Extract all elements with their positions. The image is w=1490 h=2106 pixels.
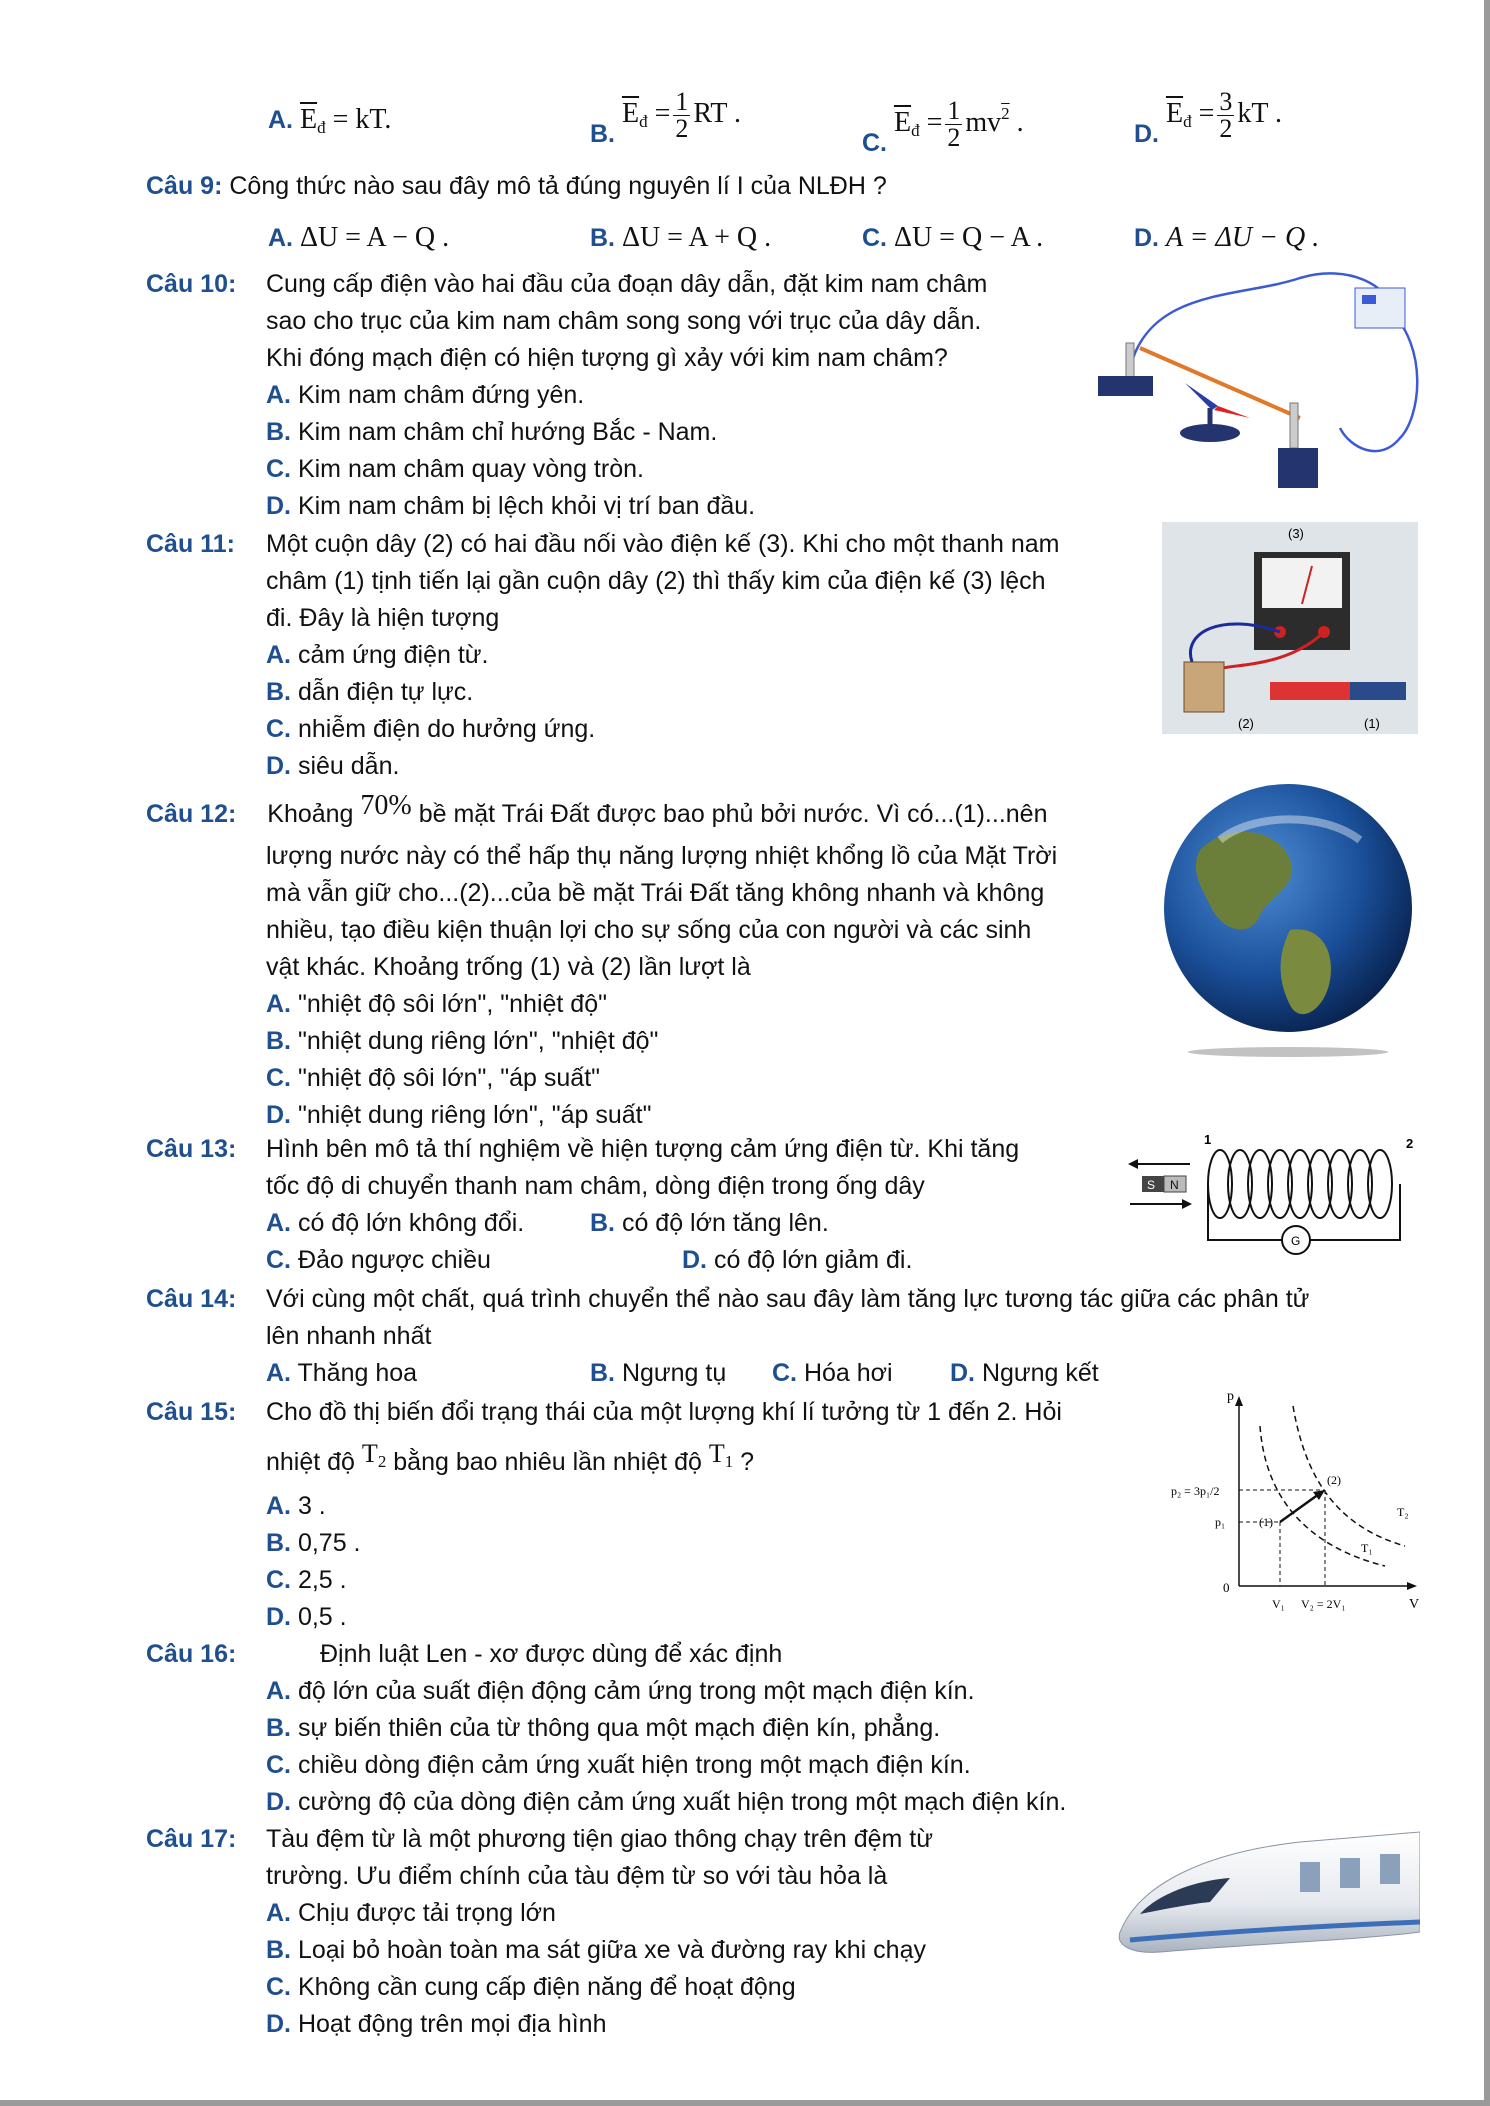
q9-option-d bbox=[1134, 222, 1319, 254]
option-text: chiều dòng điện cảm ứng xuất hiện trong một mạch điện kín. bbox=[297, 1751, 971, 1779]
v1-label: V₁ bbox=[1272, 1597, 1285, 1611]
q17-label: Câu 17: bbox=[146, 1825, 237, 1853]
option-letter: D. bbox=[266, 2010, 291, 2038]
t2-symbol bbox=[361, 1439, 387, 1471]
q12-option-a bbox=[266, 988, 607, 1020]
q13-option-c bbox=[266, 1244, 491, 1276]
q11-option-b bbox=[266, 676, 473, 708]
train-window bbox=[1340, 1858, 1360, 1888]
option-letter: A. bbox=[266, 1899, 291, 1927]
needle-south bbox=[1214, 406, 1250, 418]
option-letter: A. bbox=[266, 1492, 291, 1520]
q16-option-a bbox=[266, 1675, 975, 1707]
option-letter: C. bbox=[266, 1973, 291, 2001]
coil bbox=[1184, 662, 1224, 712]
frac-den: 2 bbox=[947, 123, 961, 153]
option-text: "nhiệt dung riêng lớn", "nhiệt độ" bbox=[297, 1027, 659, 1055]
option-letter: D. bbox=[266, 492, 291, 520]
q15-label: Câu 15: bbox=[146, 1398, 237, 1426]
option-letter: B. bbox=[266, 678, 291, 706]
q17-line: Tàu đệm từ là một phương tiện giao thông chạy trên đệm từ bbox=[266, 1825, 933, 1853]
q15-line-2 bbox=[266, 1439, 755, 1486]
q11-option-a bbox=[266, 639, 488, 671]
option-letter: B. bbox=[590, 1209, 615, 1237]
option-text: Không cần cung cấp điện năng để hoạt động bbox=[297, 1973, 796, 2001]
option-text: có độ lớn tăng lên. bbox=[621, 1209, 829, 1237]
formula-rhs: kT bbox=[1237, 98, 1268, 129]
frac-den: 2 bbox=[1219, 114, 1233, 144]
option-text: Hóa hơi bbox=[803, 1359, 893, 1387]
q11-line: châm (1) tịnh tiến lại gần cuộn dây (2) thì thấy kim của điện kế (3) lệch bbox=[266, 567, 1046, 595]
option-text: 0,5 . bbox=[297, 1603, 347, 1631]
q9-option-c bbox=[862, 222, 1043, 254]
q12-line: lượng nước này có thể hấp thụ năng lượng nhiệt khổng lồ của Mặt Trời bbox=[266, 842, 1058, 870]
state-1-label: (1) bbox=[1259, 1515, 1273, 1529]
galvanometer-label: G bbox=[1291, 1234, 1301, 1248]
t-letter: T bbox=[708, 1439, 725, 1468]
formula-rhs: RT bbox=[693, 98, 727, 129]
q9-stem bbox=[146, 170, 887, 202]
q12-option-b bbox=[266, 1025, 658, 1057]
option-letter: B. bbox=[266, 418, 291, 446]
q16-option-b bbox=[266, 1712, 940, 1744]
frac-num: 1 bbox=[675, 87, 689, 117]
q13-label: Câu 13: bbox=[146, 1135, 237, 1163]
option-text: Loại bỏ hoàn toàn ma sát giữa xe và đường ray khi chạy bbox=[297, 1936, 926, 1964]
option-letter: B. bbox=[590, 1359, 615, 1387]
option-letter: B. bbox=[266, 1714, 291, 1742]
q11-label: Câu 11: bbox=[146, 530, 235, 558]
formula-dot: . bbox=[1016, 107, 1024, 138]
option-text: Đảo ngược chiều bbox=[297, 1246, 491, 1274]
formula-b bbox=[621, 87, 741, 144]
stand-left bbox=[1126, 343, 1134, 378]
power-supply bbox=[1355, 288, 1405, 328]
energy-option-b bbox=[590, 86, 741, 150]
train-window bbox=[1380, 1854, 1400, 1884]
q10-figure-wire-compass bbox=[1090, 268, 1430, 500]
q10-line: Cung cấp điện vào hai đầu của đoạn dây dẫn, đặt kim nam châm bbox=[266, 270, 988, 298]
q9-option-b bbox=[590, 222, 771, 254]
fraction bbox=[945, 98, 962, 151]
magnet-s-label: S bbox=[1147, 1178, 1156, 1192]
option-letter: D. bbox=[266, 1788, 291, 1816]
p2-label: p₂ = 3p₁/2 bbox=[1171, 1484, 1220, 1498]
frac-num: 1 bbox=[947, 96, 961, 126]
formula-eq: = bbox=[926, 107, 943, 138]
option-expr: ΔU = Q − A . bbox=[893, 222, 1044, 253]
q10-option-a bbox=[266, 379, 584, 411]
t2-label: T₂ bbox=[1397, 1505, 1409, 1519]
option-letter: D. bbox=[682, 1246, 707, 1274]
coil-turns bbox=[1208, 1150, 1392, 1218]
t-letter: T bbox=[361, 1439, 378, 1468]
q12-first-line bbox=[146, 790, 1048, 830]
t-sub: 1 bbox=[724, 1452, 734, 1471]
page-border-bottom bbox=[0, 2100, 1490, 2106]
q17-option-a bbox=[266, 1897, 556, 1929]
q14-option-c bbox=[772, 1357, 893, 1389]
option-letter: D. bbox=[950, 1359, 975, 1387]
q17-option-c bbox=[266, 1971, 796, 2003]
q10-option-d bbox=[266, 490, 755, 522]
option-text: Hoạt động trên mọi địa hình bbox=[297, 2010, 607, 2038]
label-1: (1) bbox=[1364, 716, 1380, 731]
option-letter: A. bbox=[268, 106, 293, 134]
option-expr: A = ΔU − Q . bbox=[1165, 222, 1320, 253]
option-text: có độ lớn giảm đi. bbox=[713, 1246, 913, 1274]
option-text: nhiễm điện do hưởng ứng. bbox=[297, 715, 596, 743]
option-text: 2,5 . bbox=[297, 1566, 347, 1594]
formula-dot: . bbox=[384, 104, 392, 135]
q10-option-b bbox=[266, 416, 717, 448]
energy-option-d bbox=[1134, 86, 1282, 150]
option-letter: C. bbox=[266, 715, 291, 743]
option-letter: A. bbox=[266, 1677, 291, 1705]
q12-option-c bbox=[266, 1062, 600, 1094]
q13-option-d bbox=[682, 1244, 912, 1276]
q12-line: vật khác. Khoảng trống (1) và (2) lần lượt là bbox=[266, 953, 751, 981]
question-label: Câu 12: bbox=[146, 800, 237, 828]
option-letter: A. bbox=[266, 1359, 291, 1387]
fraction bbox=[673, 89, 690, 142]
percent-value: 70% bbox=[360, 790, 412, 821]
q13-option-a bbox=[266, 1207, 524, 1239]
q16-option-c bbox=[266, 1749, 971, 1781]
q12-line: nhiều, tạo điều kiện thuận lợi cho sự sống của con người và các sinh bbox=[266, 916, 1032, 944]
q11-line: Một cuộn dây (2) có hai đầu nối vào điện kế (3). Khi cho một thanh nam bbox=[266, 530, 1060, 558]
frac-num: 3 bbox=[1219, 87, 1233, 117]
base-right bbox=[1278, 448, 1318, 488]
q13-figure-coil bbox=[1120, 1128, 1420, 1270]
q17-figure-maglev-train bbox=[1100, 1822, 1420, 1972]
formula-eq: = bbox=[654, 98, 671, 129]
option-letter: B. bbox=[266, 1027, 291, 1055]
option-text: sự biến thiên của từ thông qua một mạch điện kín, phẳng. bbox=[297, 1714, 941, 1742]
formula-sup: 2 bbox=[1001, 104, 1010, 123]
formula-c bbox=[893, 96, 1024, 153]
option-expr: ΔU = A + Q . bbox=[621, 222, 772, 253]
option-letter: D. bbox=[1134, 120, 1159, 148]
q14-line: Với cùng một chất, quá trình chuyển thể nào sau đây làm tăng lực tương tác giữa các phân tử bbox=[266, 1285, 1310, 1313]
state-2-label: (2) bbox=[1327, 1473, 1341, 1487]
question-text: bằng bao nhiêu lần nhiệt độ bbox=[393, 1448, 702, 1476]
arrow-right-head bbox=[1182, 1199, 1192, 1209]
needle-north bbox=[1185, 383, 1218, 410]
q11-option-c bbox=[266, 713, 595, 745]
coil-end-1: 1 bbox=[1204, 1132, 1212, 1147]
q11-line: đi. Đây là hiện tượng bbox=[266, 604, 500, 632]
formula-lhs: $\overline{E}$ bbox=[1165, 98, 1184, 129]
supply-display bbox=[1362, 295, 1376, 304]
option-expr: ΔU = A − Q . bbox=[299, 222, 450, 253]
option-text: cảm ứng điện từ. bbox=[297, 641, 489, 669]
q16-label: Câu 16: bbox=[146, 1640, 237, 1668]
formula-d bbox=[1165, 87, 1282, 144]
q14-option-a bbox=[266, 1357, 417, 1389]
energy-option-a bbox=[268, 104, 391, 144]
q11-option-d bbox=[266, 750, 399, 782]
q12-figure-earth bbox=[1160, 780, 1420, 1062]
label-3: (3) bbox=[1288, 526, 1304, 541]
t1-label: T₁ bbox=[1361, 1541, 1373, 1555]
option-text: "nhiệt dung riêng lớn", "áp suất" bbox=[297, 1101, 652, 1129]
frac-den: 2 bbox=[675, 114, 689, 144]
formula-lhs: $\overline{E}$ bbox=[299, 104, 318, 135]
option-letter: B. bbox=[590, 224, 615, 252]
formula-a bbox=[300, 104, 391, 135]
formula-lhs: $\overline{E}$ bbox=[893, 107, 912, 138]
q14-line: lên nhanh nhất bbox=[266, 1322, 432, 1350]
option-letter: A. bbox=[266, 1209, 291, 1237]
option-letter: D. bbox=[266, 1101, 291, 1129]
option-text: cường độ của dòng điện cảm ứng xuất hiện trong một mạch điện kín. bbox=[297, 1788, 1067, 1816]
question-text: Khoảng bbox=[267, 800, 354, 828]
wire-blue-2 bbox=[1340, 308, 1417, 451]
v-axis-arrow bbox=[1407, 1582, 1417, 1590]
q12-line: mà vẫn giữ cho...(2)...của bề mặt Trái Đất tăng không nhanh và không bbox=[266, 879, 1045, 907]
option-text: Thăng hoa bbox=[297, 1359, 418, 1387]
label-2: (2) bbox=[1238, 716, 1254, 731]
question-text: bề mặt Trái Đất được bao phủ bởi nước. Vì có...(1)...nên bbox=[418, 800, 1048, 828]
q10-line: sao cho trục của kim nam châm song song với trục của dây dẫn. bbox=[266, 307, 982, 335]
magnet-red bbox=[1270, 682, 1350, 700]
q16-option-d bbox=[266, 1786, 1066, 1818]
base-left bbox=[1098, 376, 1153, 396]
option-text: Kim nam châm đứng yên. bbox=[297, 381, 585, 409]
q16-text: Định luật Len - xơ được dùng để xác định bbox=[320, 1640, 783, 1668]
q15-option-d bbox=[266, 1601, 347, 1633]
option-text: Chịu được tải trọng lớn bbox=[297, 1899, 556, 1927]
coil-end-2: 2 bbox=[1406, 1136, 1414, 1151]
option-letter: C. bbox=[862, 224, 887, 252]
q13-line: Hình bên mô tả thí nghiệm về hiện tượng cảm ứng điện từ. Khi tăng bbox=[266, 1135, 1020, 1163]
option-letter: C. bbox=[266, 1064, 291, 1092]
option-text: độ lớn của suất điện động cảm ứng trong một mạch điện kín. bbox=[297, 1677, 975, 1705]
q17-line: trường. Ưu điểm chính của tàu đệm từ so với tàu hỏa là bbox=[266, 1862, 888, 1890]
arrow-left-head bbox=[1128, 1159, 1138, 1169]
option-letter: A. bbox=[266, 381, 291, 409]
option-text: Kim nam châm quay vòng tròn. bbox=[297, 455, 644, 483]
formula-lhs: $\overline{E}$ bbox=[621, 98, 640, 129]
q15-figure-pv-graph bbox=[1165, 1386, 1425, 1626]
q12-option-d bbox=[266, 1099, 651, 1131]
option-letter: A. bbox=[268, 224, 293, 252]
train-body bbox=[1119, 1832, 1420, 1952]
q10-label: Câu 10: bbox=[146, 270, 237, 298]
q14-label: Câu 14: bbox=[146, 1285, 237, 1313]
wire-blue bbox=[1130, 273, 1390, 368]
formula-sub: đ bbox=[317, 118, 326, 137]
magnet-n-label: N bbox=[1170, 1178, 1179, 1192]
q11-figure-galvanometer bbox=[1162, 522, 1418, 734]
option-letter: D. bbox=[1134, 224, 1159, 252]
formula-eq: = bbox=[1198, 98, 1215, 129]
option-letter: A. bbox=[266, 641, 291, 669]
formula-sub: đ bbox=[911, 121, 920, 140]
q14-option-b bbox=[590, 1357, 726, 1389]
question-label: Câu 9: bbox=[146, 172, 223, 200]
q17-option-d bbox=[266, 2008, 607, 2040]
energy-option-c bbox=[862, 86, 1024, 159]
option-letter: B. bbox=[266, 1936, 291, 1964]
q14-option-d bbox=[950, 1357, 1099, 1389]
q15-option-a bbox=[266, 1490, 326, 1522]
option-letter: A. bbox=[266, 990, 291, 1018]
option-letter: D. bbox=[266, 752, 291, 780]
v2-label: V₂ = 2V₁ bbox=[1301, 1597, 1346, 1611]
formula-sub: đ bbox=[1183, 112, 1192, 131]
option-text: Kim nam châm bị lệch khỏi vị trí ban đầu. bbox=[297, 492, 756, 520]
option-text: có độ lớn không đổi. bbox=[297, 1209, 525, 1237]
option-text: siêu dẫn. bbox=[297, 752, 400, 780]
option-letter: C. bbox=[266, 455, 291, 483]
q15-line: Cho đồ thị biến đổi trạng thái của một lượng khí lí tưởng từ 1 đến 2. Hỏi bbox=[266, 1398, 1062, 1426]
option-text: "nhiệt độ sôi lớn", "áp suất" bbox=[297, 1064, 601, 1092]
p1-label: p₁ bbox=[1215, 1515, 1226, 1529]
process-arrow bbox=[1280, 1494, 1319, 1522]
option-letter: C. bbox=[862, 129, 887, 157]
q15-option-b bbox=[266, 1527, 361, 1559]
option-letter: D. bbox=[266, 1603, 291, 1631]
train-window bbox=[1300, 1862, 1320, 1892]
option-text: "nhiệt độ sôi lớn", "nhiệt độ" bbox=[297, 990, 607, 1018]
q17-option-b bbox=[266, 1934, 926, 1966]
option-letter: C. bbox=[266, 1246, 291, 1274]
formula-sub: đ bbox=[639, 112, 648, 131]
shadow bbox=[1188, 1047, 1388, 1057]
option-text: Kim nam châm chỉ hướng Bắc - Nam. bbox=[297, 418, 718, 446]
q15-option-c bbox=[266, 1564, 347, 1596]
formula-rhs: = kT bbox=[332, 104, 385, 135]
q9-option-a bbox=[268, 222, 449, 254]
formula-dot: . bbox=[1274, 98, 1282, 129]
q13-line: tốc độ di chuyển thanh nam châm, dòng điện trong ống dây bbox=[266, 1172, 925, 1200]
option-text: 0,75 . bbox=[297, 1529, 361, 1557]
page-border-right bbox=[1484, 0, 1490, 2106]
stand-right bbox=[1290, 403, 1298, 448]
option-letter: C. bbox=[772, 1359, 797, 1387]
t1-symbol bbox=[708, 1439, 734, 1471]
q13-option-b bbox=[590, 1207, 829, 1239]
option-text: Ngưng tụ bbox=[621, 1359, 727, 1387]
question-text: ? bbox=[740, 1448, 755, 1476]
formula-rhs: mv bbox=[965, 107, 1002, 138]
fraction bbox=[1217, 89, 1234, 142]
formula-dot: . bbox=[733, 98, 741, 129]
magnet-blue bbox=[1350, 682, 1406, 700]
origin-label: 0 bbox=[1223, 1580, 1230, 1595]
q10-line: Khi đóng mạch điện có hiện tượng gì xảy với kim nam châm? bbox=[266, 344, 948, 372]
option-letter: C. bbox=[266, 1566, 291, 1594]
t-sub: 2 bbox=[377, 1452, 387, 1471]
p-axis-label: p bbox=[1227, 1389, 1234, 1404]
option-text: Ngưng kết bbox=[981, 1359, 1099, 1387]
option-text: 3 . bbox=[297, 1492, 326, 1520]
option-letter: C. bbox=[266, 1751, 291, 1779]
question-text: nhiệt độ bbox=[266, 1448, 355, 1476]
q10-option-c bbox=[266, 453, 644, 485]
p-axis-arrow bbox=[1235, 1396, 1243, 1406]
option-letter: B. bbox=[590, 120, 615, 148]
option-letter: B. bbox=[266, 1529, 291, 1557]
question-text: Công thức nào sau đây mô tả đúng nguyên lí I của NLĐH ? bbox=[229, 172, 887, 200]
v-axis-label: V bbox=[1409, 1597, 1420, 1612]
isotherm-t2 bbox=[1293, 1406, 1405, 1546]
option-text: dẫn điện tự lực. bbox=[297, 678, 474, 706]
